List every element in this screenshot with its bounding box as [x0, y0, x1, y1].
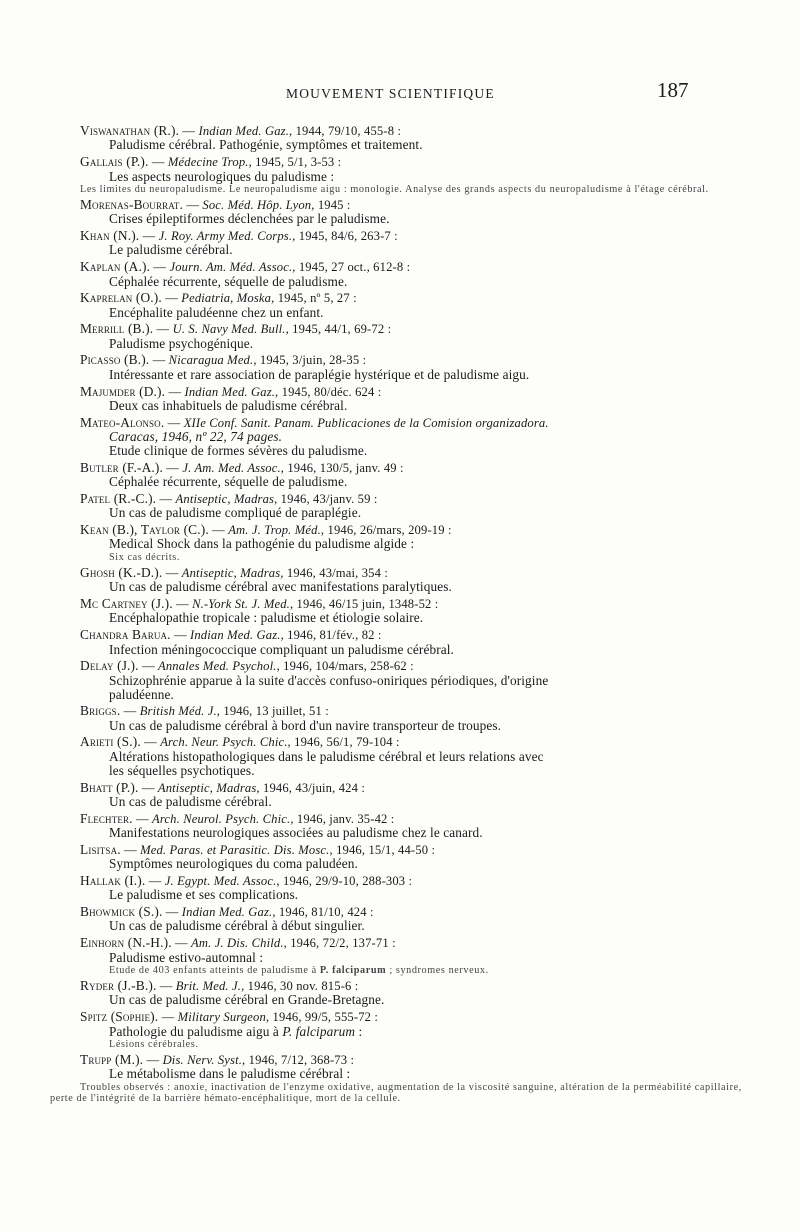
citation-line: [80, 353, 698, 367]
annotation-title: [80, 611, 698, 625]
annotation-text: Un cas de paludisme cérébral à début singulier.: [109, 918, 365, 934]
citation-line: [80, 229, 698, 243]
citation-details: , 1946, 43/mai, 354 :: [280, 565, 389, 580]
note-text: Lésions cérébrales.: [109, 1038, 199, 1050]
annotation-title: [80, 1025, 698, 1039]
annotation-continuation: [80, 688, 698, 702]
journal-title: Arch. Neur. Psych. Chic.: [160, 735, 288, 750]
journal-title: Indian Med. Gaz.: [198, 124, 290, 138]
journal-title: Arch. Neurol. Psych. Chic.: [151, 811, 291, 826]
author-name: Merrill (B.).: [80, 321, 154, 337]
citation-line: [80, 843, 698, 857]
author-name: Mateo-Alonso.: [80, 414, 165, 430]
annotation-text: Caracas, 1946, nº 22, 74 pages.: [109, 429, 283, 445]
dash-separator: —: [120, 842, 141, 857]
dash-separator: —: [171, 936, 192, 951]
citation-details: , 1946, janv. 35-42 :: [290, 811, 395, 826]
bibliography-entry: [80, 353, 698, 382]
journal-title: Brit. Med. J.: [175, 979, 242, 994]
annotation-title: [80, 580, 698, 594]
annotation-title: [80, 337, 698, 351]
journal-title: J. Egypt. Med. Assoc.: [164, 873, 277, 888]
bibliography-entry: [80, 461, 698, 490]
journal-title: Dis. Nerv. Syst.: [162, 1053, 243, 1067]
bibliography-entry: [80, 659, 698, 702]
annotation-title: [80, 951, 698, 965]
note-text: Six cas décrits.: [109, 551, 180, 563]
annotation-text: Le métabolisme dans le paludisme cérébral :: [109, 1066, 351, 1082]
annotation-continuation: [80, 444, 698, 458]
annotation-title: [80, 243, 698, 257]
citation-line: [80, 905, 698, 919]
annotation-title: [80, 993, 698, 1007]
dash-separator: —: [179, 124, 199, 138]
citation-details: , 1945, 3/juin, 28-35 :: [253, 353, 367, 368]
dash-separator: —: [172, 597, 193, 611]
journal-title: U. S. Navy Med. Bull.: [172, 322, 286, 337]
dash-separator: —: [138, 780, 158, 795]
annotation-title: [80, 475, 698, 489]
citation-details: , 1945, 27 oct., 612-8 :: [292, 260, 411, 275]
annotation-text: Deux cas inhabituels de paludisme cérébral.: [109, 397, 348, 413]
author-name: Ghosh (K.-D.).: [80, 564, 163, 580]
journal-title: Antiseptic, Madras: [181, 565, 281, 580]
bibliography-entry: [80, 812, 698, 841]
citation-details: , 1946, 104/mars, 258-62 :: [276, 659, 414, 674]
annotation-text: Schizophrénie apparue à la suite d'accès confuso-oniriques périodiques, d'origine: [109, 672, 549, 688]
annotation-text: Symptômes neurologiques du coma paludéen.: [109, 856, 358, 872]
author-name: Trupp (M.).: [80, 1052, 144, 1067]
annotation-note: [50, 1082, 750, 1106]
bibliography-entry: [80, 566, 698, 595]
journal-title: British Méd. J.: [139, 704, 217, 719]
citation-details: , 1946, 130/5, janv. 49 :: [280, 460, 404, 475]
annotation-title: [80, 537, 698, 551]
dash-separator: —: [148, 155, 168, 170]
bibliography-entry: [80, 523, 698, 563]
citation-line: [80, 260, 698, 274]
annotation-note: [50, 184, 750, 196]
annotation-title: [80, 170, 698, 184]
annotation-text: Encéphalite paludéenne chez un enfant.: [109, 304, 324, 320]
dash-separator: —: [170, 628, 191, 643]
dash-separator: —: [149, 353, 169, 368]
annotation-title: [80, 368, 698, 382]
annotation-note: [80, 1039, 698, 1051]
citation-line: [80, 124, 698, 138]
note-text: Etude de 403 enfants atteints de paludisme à: [109, 964, 320, 976]
dash-separator: —: [183, 197, 203, 212]
journal-title: Antiseptic, Madras: [157, 780, 257, 795]
citation-line: [80, 735, 698, 749]
citation-line: [80, 979, 698, 993]
author-name: Butler (F.-A.).: [80, 459, 163, 475]
journal-title: XIIe Conf. Sanit. Panam. Publicaciones de la Comision organizadora.: [183, 415, 549, 430]
bibliography-entry: [80, 260, 698, 289]
citation-details: , 1946, 13 juillet, 51 :: [216, 704, 329, 719]
citation-details: , 1945 :: [311, 197, 351, 212]
author-name: Kaplan (A.).: [80, 259, 151, 275]
annotation-text: Intéressante et rare association de paraplégie hystérique et de paludisme aigu.: [109, 366, 530, 382]
annotation-text: Le paludisme et ses complications.: [109, 887, 299, 903]
author-name: Khan (N.).: [80, 228, 140, 244]
citation-details: , 1946, 43/juin, 424 :: [256, 780, 366, 795]
author-name: Majumder (D.).: [80, 383, 166, 399]
bibliography-entry: [50, 1052, 742, 1105]
author-name: Briggs.: [80, 703, 121, 719]
annotation-text: Un cas de paludisme compliqué de paraplégie.: [109, 505, 362, 521]
annotation-text: Paludisme cérébral. Pathogénie, symptômes et traitement.: [109, 137, 423, 153]
author-name: Mc Cartney (J.).: [80, 596, 173, 611]
author-name: Gallais (P.).: [80, 154, 149, 170]
annotation-text: Altérations histopathologiques dans le paludisme cérébral et leurs relations avec: [109, 748, 544, 764]
annotation-title: [80, 643, 698, 657]
annotation-text: Encéphalopathie tropicale : paludisme et étiologie solaire.: [109, 610, 424, 626]
annotation-title: [80, 795, 698, 809]
author-name: Hallak (I.).: [80, 872, 146, 888]
dash-separator: —: [163, 460, 183, 475]
citation-details: , 1945, 80/déc. 624 :: [275, 384, 382, 399]
citation-details: , 1946, 56/1, 79-104 :: [287, 735, 400, 750]
bibliography-entry: [80, 735, 698, 778]
dash-separator: —: [138, 659, 159, 674]
bibliography-list: [50, 123, 742, 1108]
note-text: Les limites du neuropaludisme. Le neuropaludisme aigu : monologie. Analyse des grands aspects du neuropaludisme à l'étage cérébral.: [80, 183, 709, 195]
journal-title: Military Surgeon: [177, 1010, 266, 1025]
dash-separator: —: [120, 704, 140, 719]
author-name: Bhowmick (S.).: [80, 904, 163, 920]
bibliography-entry: [80, 843, 698, 872]
annotation-title: [80, 719, 698, 733]
annotation-text: Etude clinique de formes sévères du paludisme.: [109, 443, 368, 459]
annotation-species: P. falciparum: [282, 1023, 356, 1039]
citation-line: [80, 936, 698, 950]
citation-line: [80, 385, 698, 399]
annotation-text: Manifestations neurologiques associées au paludisme chez le canard.: [109, 825, 483, 841]
bibliography-entry: [80, 322, 698, 351]
annotation-text: Medical Shock dans la pathogénie du paludisme algide :: [109, 536, 415, 552]
author-name: Bhatt (P.).: [80, 779, 139, 795]
author-name: Patel (R.-C.).: [80, 490, 157, 506]
dash-separator: —: [158, 1010, 178, 1025]
annotation-title: [80, 919, 698, 933]
bibliography-entry: [80, 385, 698, 414]
dash-separator: —: [153, 322, 173, 337]
citation-details: , 1946, 72/2, 137-71 :: [283, 936, 396, 951]
citation-line: [80, 523, 698, 537]
citation-details: , 1945, 44/1, 69-72 :: [285, 322, 392, 337]
citation-line: [80, 322, 698, 336]
citation-line: [80, 628, 698, 642]
journal-title: Pediatria, Moska: [181, 291, 272, 306]
bibliography-entry: [80, 628, 698, 657]
citation-line: [80, 704, 698, 718]
citation-line: [80, 781, 698, 795]
bibliography-entry: [80, 781, 698, 810]
citation-line: [80, 874, 698, 888]
bibliography-entry: [80, 1010, 698, 1050]
dash-separator: —: [161, 291, 182, 306]
annotation-title: [80, 750, 698, 764]
annotation-title: [80, 138, 698, 152]
citation-details: , 1946, 29/9-10, 288-303 :: [276, 873, 413, 888]
author-name: Lisitsa.: [80, 841, 121, 857]
citation-details: , 1946, 99/5, 555-72 :: [265, 1010, 379, 1025]
dash-separator: —: [132, 811, 152, 826]
bibliography-entry: [80, 936, 698, 976]
author-name: Chandra Barua.: [80, 627, 171, 643]
citation-line: [80, 659, 698, 673]
citation-line: [80, 291, 698, 305]
annotation-text: Un cas de paludisme cérébral avec manifestations paralytiques.: [109, 579, 452, 595]
journal-title: N.-York St. J. Med.: [192, 597, 290, 611]
dash-separator: —: [143, 1053, 163, 1067]
bibliography-entry: [80, 492, 698, 521]
dash-separator: —: [164, 415, 184, 430]
citation-line: [80, 1053, 698, 1067]
annotation-title: [80, 275, 698, 289]
citation-line: [80, 492, 698, 506]
annotation-title: [80, 674, 698, 688]
bibliography-entry: [80, 198, 698, 227]
author-name: Delay (J.).: [80, 658, 139, 674]
bibliography-entry: [80, 124, 698, 153]
note-text-tail: ; syndromes nerveux.: [386, 964, 489, 976]
citation-line: [80, 1010, 698, 1024]
bibliography-entry: [80, 291, 698, 320]
citation-details: , 1945, 84/6, 263-7 :: [292, 229, 398, 244]
bibliography-entry: [80, 979, 698, 1008]
dash-separator: —: [208, 523, 229, 538]
author-name: Flechter.: [80, 810, 133, 826]
citation-line: [80, 155, 698, 169]
annotation-text: Un cas de paludisme cérébral en Grande-Bretagne.: [109, 992, 385, 1008]
bibliography-entry: [80, 597, 698, 626]
annotation-note: [80, 552, 698, 564]
dash-separator: —: [145, 873, 165, 888]
journal-title: Journ. Am. Méd. Assoc.: [169, 260, 293, 275]
citation-details: , 1946, 26/mars, 209-19 :: [320, 523, 452, 538]
annotation-text: Un cas de paludisme cérébral.: [109, 794, 272, 810]
citation-line: [80, 198, 698, 212]
annotation-text: Paludisme estivo-automnal :: [109, 949, 264, 965]
journal-title: Nicaragua Med.: [168, 353, 254, 368]
annotation-title: [80, 1067, 698, 1081]
dash-separator: —: [139, 229, 159, 244]
annotation-text: Céphalée récurrente, séquelle de paludisme.: [109, 273, 348, 289]
dash-separator: —: [162, 565, 182, 580]
author-name: Arieti (S.).: [80, 734, 141, 750]
citation-line: [80, 597, 698, 611]
annotation-title: [80, 826, 698, 840]
citation-details: , 1945, 5/1, 3-53 :: [248, 155, 342, 170]
journal-title: Am. J. Trop. Méd.: [228, 523, 321, 538]
bibliography-entry: [80, 416, 698, 459]
journal-title: Indian Med. Gaz.: [190, 628, 281, 643]
journal-title: Antiseptic, Madras: [175, 491, 275, 506]
dash-separator: —: [156, 979, 176, 994]
annotation-tail: :: [355, 1023, 363, 1039]
citation-details: , 1946, 15/1, 44-50 :: [329, 842, 436, 857]
annotation-text: Pathologie du paludisme aigu à: [109, 1023, 283, 1039]
dash-separator: —: [156, 491, 176, 506]
annotation-text: Paludisme psychogénique.: [109, 335, 254, 351]
bibliography-entry: [80, 229, 698, 258]
journal-title: Annales Med. Psychol.: [158, 659, 277, 674]
annotation-text: Un cas de paludisme cérébral à bord d'un navire transporteur de troupes.: [109, 717, 502, 733]
citation-line: [80, 812, 698, 826]
journal-title: Am. J. Dis. Child.: [191, 936, 284, 951]
citation-details: , 1946, 81/fév., 82 :: [280, 628, 382, 643]
citation-details: , 1946, 81/10, 424 :: [272, 905, 374, 920]
dash-separator: —: [165, 384, 185, 399]
note-text: Troubles observés : anoxie, inactivation de l'enzyme oxidative, augmentation de la viscosité sanguine, altération de la perméabilité capillaire, perte de l'intégrité de la barrière hémato-encéphalitique, mort de la cellule.: [50, 1081, 742, 1105]
citation-line: [80, 416, 698, 430]
citation-line: [80, 566, 698, 580]
bibliography-entry: [80, 874, 698, 903]
annotation-text: Crises épileptiformes déclenchées par le paludisme.: [109, 211, 390, 227]
bibliography-entry: [80, 704, 698, 733]
annotation-title: [80, 430, 698, 444]
citation-details: , 1946, 43/janv. 59 :: [274, 491, 378, 506]
annotation-title: [80, 399, 698, 413]
running-head: MOUVEMENT SCIENTIFIQUE: [286, 86, 495, 101]
author-name: Morenas-Bourrat.: [80, 196, 184, 212]
annotation-text: les séquelles psychotiques.: [109, 762, 255, 778]
citation-details: , 1946, 7/12, 368-73 :: [242, 1053, 355, 1067]
author-name: Ryder (J.-B.).: [80, 978, 157, 994]
annotation-note: [80, 965, 698, 977]
journal-title: Soc. Méd. Hôp. Lyon: [202, 197, 312, 212]
note-species: P. falciparum: [319, 964, 387, 976]
citation-details: , 1946, 46/15 juin, 1348-52 :: [289, 597, 439, 611]
journal-title: Indian Med. Gaz.: [181, 905, 273, 920]
annotation-title: [80, 306, 698, 320]
bibliography-entry: [80, 905, 698, 934]
author-name: Picasso (B.).: [80, 352, 150, 368]
annotation-title: [80, 888, 698, 902]
author-name: Viswanathan (R.).: [80, 123, 180, 138]
dash-separator: —: [162, 905, 182, 920]
annotation-text: Le paludisme cérébral.: [109, 242, 233, 258]
author-name: Einhorn (N.-H.).: [80, 935, 172, 951]
dash-separator: —: [150, 260, 170, 275]
annotation-title: [80, 212, 698, 226]
annotation-text: Infection méningococcique compliquant un paludisme cérébral.: [109, 641, 454, 657]
annotation-continuation: [80, 764, 698, 778]
annotation-text: Céphalée récurrente, séquelle de paludisme.: [109, 474, 348, 490]
author-name: Kaprelan (O.).: [80, 290, 162, 306]
citation-details: , 1945, nº 5, 27 :: [271, 291, 357, 306]
citation-details: , 1944, 79/10, 455-8 :: [289, 124, 402, 138]
citation-line: [80, 461, 698, 475]
annotation-text: paludéenne.: [109, 686, 174, 702]
annotation-title: [80, 857, 698, 871]
citation-details: , 1946, 30 nov. 815-6 :: [241, 979, 359, 994]
journal-title: Indian Med. Gaz.: [184, 384, 276, 399]
bibliography-entry: [80, 154, 709, 195]
author-name: Kean (B.), Taylor (C.).: [80, 522, 209, 538]
journal-title: Med. Paras. et Parasitic. Dis. Mosc.: [140, 842, 330, 857]
journal-title: J. Roy. Army Med. Corps.: [158, 229, 293, 244]
annotation-text: Les aspects neurologiques du paludisme :: [109, 168, 335, 184]
author-name: Spitz (Sophie).: [80, 1009, 159, 1025]
dash-separator: —: [140, 735, 161, 750]
journal-title: Médecine Trop.: [167, 155, 249, 170]
journal-title: J. Am. Med. Assoc.: [182, 460, 281, 475]
page-number: 187: [657, 78, 689, 102]
annotation-title: [80, 506, 698, 520]
